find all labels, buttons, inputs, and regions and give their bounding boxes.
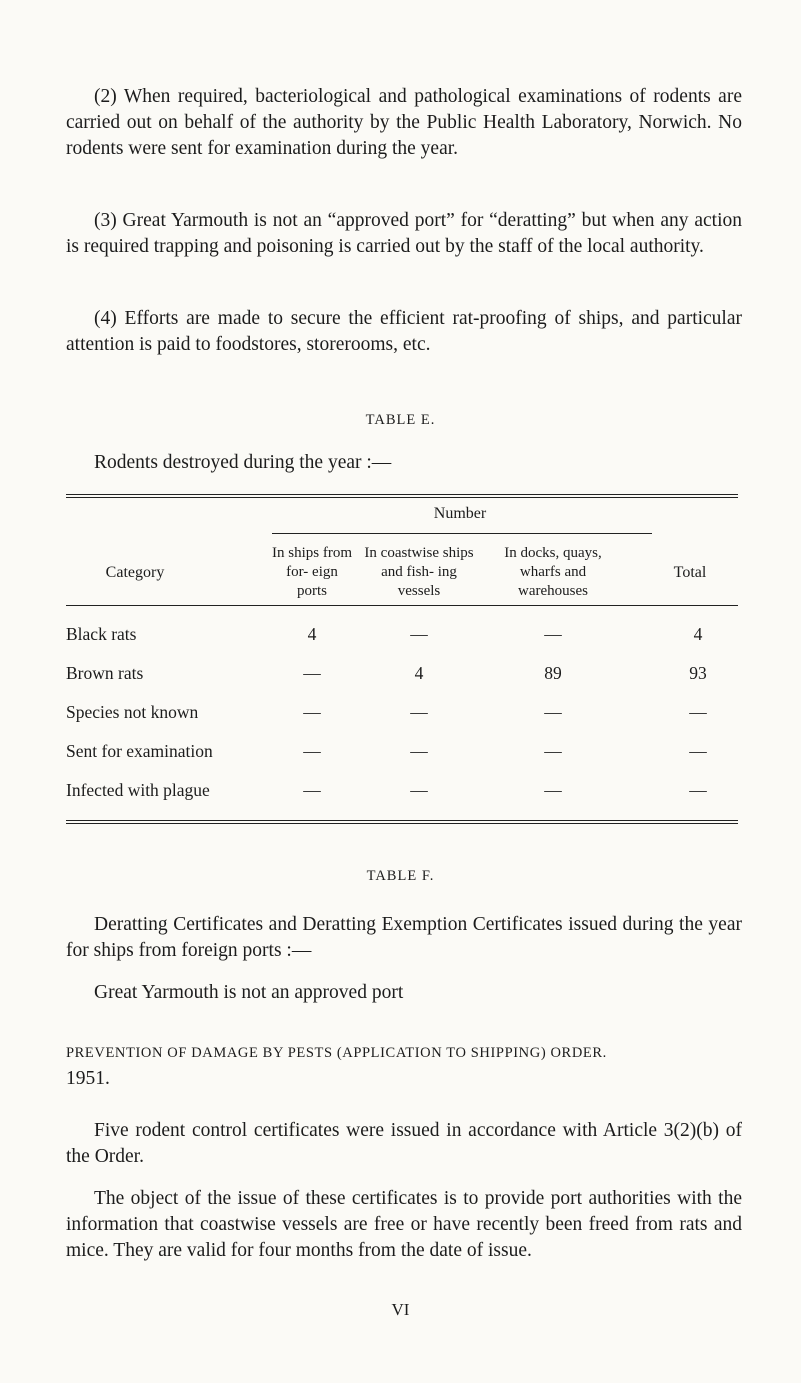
table-e-label: TABLE E.	[365, 412, 436, 428]
table-top-rule-2	[66, 497, 738, 498]
row-category: Black rats	[66, 624, 137, 644]
table-f-intro: Deratting Certificates and Deratting Exemption Certificates issued during the year for ships from foreign ports :—	[66, 914, 742, 961]
paragraph-2: (2) When required, bacteriological and pathological examinations of rodents are carried out on behalf of the authority by the Public Health Laboratory, Norwich. No rodents were sent for examination during the year.	[66, 86, 742, 159]
row-foreign: —	[303, 702, 321, 722]
row-foreign: —	[303, 780, 321, 800]
row-foreign: —	[303, 663, 321, 683]
row-total: —	[689, 741, 707, 761]
header-category: Category	[105, 564, 165, 581]
page-number: VI	[391, 1300, 410, 1319]
row-total: —	[689, 702, 707, 722]
table-e-intro: Rodents destroyed during the year :—	[94, 452, 392, 473]
row-foreign: —	[303, 741, 321, 761]
row-coastwise: —	[410, 780, 428, 800]
row-total: 4	[693, 624, 703, 644]
row-category: Species not known	[66, 702, 199, 722]
paragraph-3: (3) Great Yarmouth is not an “approved port” for “deratting” but when any action is required trapping and poisoning is carried out by the staff of the local authority.	[66, 210, 742, 257]
row-coastwise: 4	[414, 663, 424, 683]
number-group-rule	[272, 533, 652, 534]
order-year: 1951.	[66, 1068, 110, 1089]
table-top-rule	[66, 494, 738, 495]
row-docks: —	[544, 780, 562, 800]
header-bottom-rule	[66, 605, 738, 606]
row-docks: 89	[544, 663, 562, 683]
order-paragraph-1: Five rodent control certificates were issued in accordance with Article 3(2)(b) of the Order.	[66, 1120, 742, 1167]
table-f-label: TABLE F.	[366, 868, 435, 884]
header-docks: In docks, quays, wharfs and warehouses	[504, 545, 602, 599]
header-coastwise: In coastwise ships and fish- ing vessels	[364, 545, 474, 599]
number-group-header: Number	[433, 505, 487, 522]
row-total: —	[689, 780, 707, 800]
row-category: Infected with plague	[66, 780, 210, 800]
table-bottom-rule	[66, 820, 738, 821]
row-coastwise: —	[410, 624, 428, 644]
row-coastwise: —	[410, 741, 428, 761]
row-docks: —	[544, 624, 562, 644]
row-total: 93	[689, 663, 707, 683]
order-heading-text: PREVENTION OF DAMAGE BY PESTS (APPLICATION TO SHIPPING) ORDER.	[66, 1045, 607, 1061]
row-foreign: 4	[307, 624, 317, 644]
header-foreign-ports: In ships from for- eign ports	[272, 545, 352, 599]
row-category: Brown rats	[66, 663, 144, 683]
table-bottom-rule-2	[66, 823, 738, 824]
row-docks: —	[544, 702, 562, 722]
header-total: Total	[673, 564, 707, 581]
order-paragraph-2: The object of the issue of these certificates is to provide port authorities with the information that coastwise vessels are free or have recently been freed from rats and mice. They are valid for four months from the date of issue.	[66, 1188, 742, 1261]
row-coastwise: —	[410, 702, 428, 722]
row-category: Sent for examination	[66, 741, 213, 761]
table-f-note: Great Yarmouth is not an approved port	[94, 982, 404, 1003]
order-heading	[66, 1040, 742, 1093]
paragraph-4: (4) Efforts are made to secure the efficient rat-proofing of ships, and particular attention is paid to foodstores, storerooms, etc.	[66, 308, 742, 355]
row-docks: —	[544, 741, 562, 761]
